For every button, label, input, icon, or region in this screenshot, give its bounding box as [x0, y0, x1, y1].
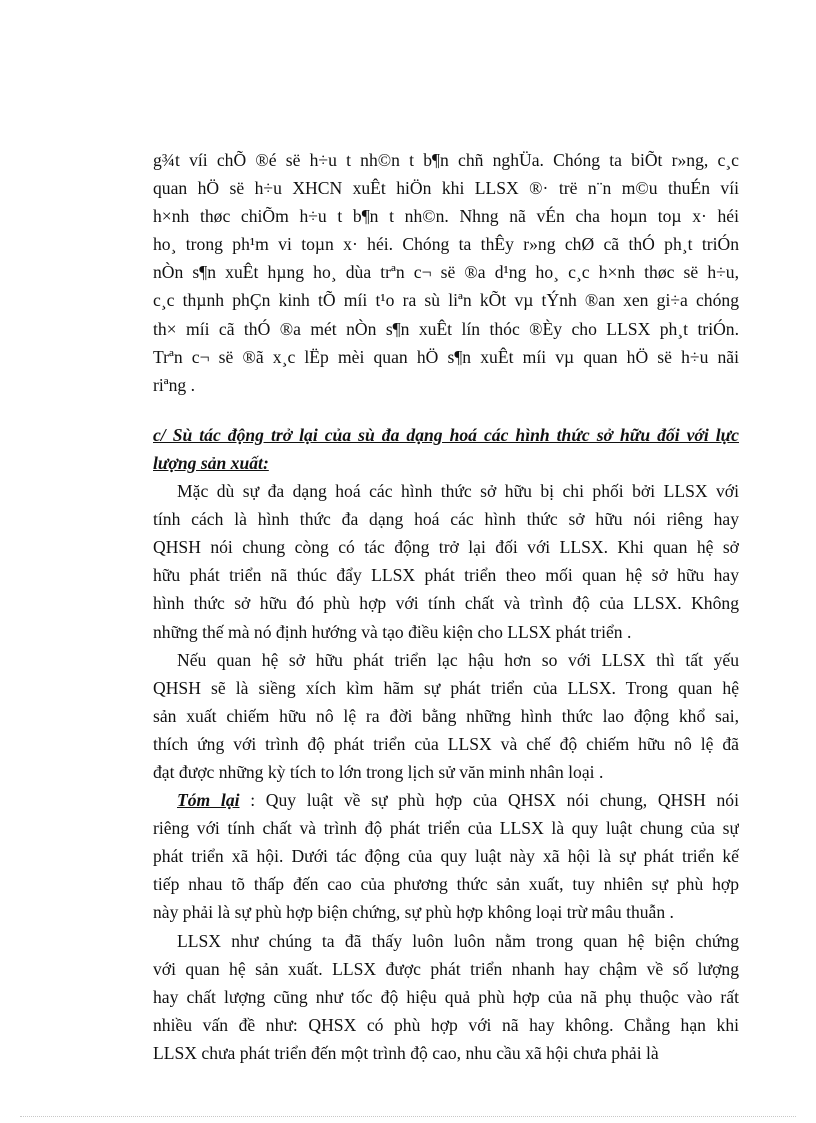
paragraph-spacer: [153, 399, 739, 421]
text-line: tính cách là hình thức đa dạng hoá các hình thức sở hữu nói riêng hay: [153, 509, 739, 530]
text-line: g¾t víi chÕ ®é së h÷u t nh©n t b¶n chñ nghÜa. Chóng ta biÕt r»ng, c¸c: [153, 150, 739, 170]
text-line: phát triển xã hội. Dưới tác động của quy luật này xã hội là sự phát triển kế: [153, 846, 739, 867]
text-line: tiếp nhau tõ thấp đến cao của phương thức sản xuất, tuy nhiên sự phù hợp: [153, 874, 739, 895]
text-line: quan hÖ së h÷u XHCN xuÊt hiÖn khi LLSX ®· trë n¨n m©u thuÉn víi: [153, 178, 739, 199]
text-line: Nếu quan hệ sở hữu phát triển lạc hậu hơn so với LLSX thì tất yếu: [177, 649, 739, 670]
text-line: nhiều vấn đề như: QHSX có phù hợp với nã hay không. Chẳng hạn khi: [153, 1014, 739, 1035]
text-line: Trªn c¬ së ®ã x¸c lËp mèi quan hÖ s¶n xuÊt míi vµ quan hÖ së h÷u nãi: [153, 346, 739, 367]
summary-label: Tóm lại: [177, 790, 240, 811]
text-line: với quan hệ sản xuất. LLSX được phát triển nhanh hay chậm về số lượng: [153, 958, 739, 979]
text-line: sản xuất chiếm hữu nô lệ ra đời bằng những hình thức lao động khổ sai,: [153, 705, 739, 726]
text-line: đạt được những kỳ tích to lớn trong lịch sử văn minh nhân loại .: [153, 761, 604, 782]
paragraph-3: [153, 646, 739, 786]
text-line: LLSX chưa phát triển đến một trình độ cao, nhu cầu xã hội chưa phải là: [153, 1042, 659, 1063]
paragraph-4: [153, 786, 739, 926]
section-heading: [153, 421, 739, 477]
text-line: c¸c thµnh phÇn kinh tÕ míi t¹o ra sù liªn kÕt vµ tÝnh ®an xen gi÷a chóng: [153, 290, 739, 311]
text-line: những thế mà nó định hướng và tạo điều kiện cho LLSX phát triển .: [153, 621, 632, 642]
text-line: QHSH sẽ là siềng xích kìm hãm sự phát triển của LLSX. Trong quan hệ: [153, 677, 739, 698]
text-line: LLSX như chúng ta đã thấy luôn luôn nằm trong quan hệ biện chứng: [177, 930, 739, 951]
text-line: hay chất lượng cũng như tốc độ hiệu quả phù hợp của nã phụ thuộc vào rất: [153, 986, 739, 1007]
text-line: thích ứng với trình độ phát triển của LLSX và chế độ chiếm hữu nô lệ đã: [153, 733, 739, 754]
document-body: [153, 146, 739, 1067]
text-line: hình thức sở hữu đó phù hợp với tính chất và trình độ của LLSX. Không: [153, 593, 739, 614]
paragraph-5: [153, 927, 739, 1067]
page-bottom-divider: [20, 1116, 796, 1117]
text-line: riªng .: [153, 374, 195, 395]
summary-first-line: [153, 786, 739, 814]
text-line: Mặc dù sự đa dạng hoá các hình thức sở hữu bị chi phối bởi LLSX với: [177, 481, 739, 502]
text-line: h×nh thøc chiÕm h÷u t b¶n t nh©n. Nhng nã vÉn cha hoµn toµ x· héi: [153, 206, 739, 227]
text-line: này phải là sự phù hợp biện chứng, sự phù hợp không loại trừ mâu thuẫn .: [153, 902, 674, 923]
text-line: hữu phát triển nã thúc đẩy LLSX phát triển theo mối quan hệ sở hữu hay: [153, 565, 739, 586]
text-line: riêng với tính chất và trình độ phát triển của LLSX là quy luật chung của sự: [153, 818, 739, 839]
section-heading-line: c/ Sù tác động trở lại của sù đa dạng hoá các hình thức sở hữu đối với lực: [153, 424, 739, 445]
text-line: th× míi cã thÓ ®a mét nÒn s¶n xuÊt lín thóc ®Èy cho LLSX ph¸t triÓn.: [153, 318, 739, 339]
text-line: ho¸ trong ph¹m vi toµn x· héi. Chóng ta thÊy r»ng chØ cã thÓ ph¸t triÓn: [153, 234, 739, 255]
section-heading-line: lượng sản xuất:: [153, 452, 269, 473]
text-line: QHSH nói chung còng có tác động trở lại đối với LLSX. Khi quan hệ sở: [153, 537, 739, 558]
paragraph-2: [153, 477, 739, 646]
text-line: nÒn s¶n xuÊt hµng ho¸ dùa trªn c¬ së ®a d¹ng ho¸ c¸c h×nh thøc së h÷u,: [153, 262, 739, 283]
paragraph-1: [153, 146, 739, 399]
summary-first-line-text: : Quy luật về sự phù hợp của QHSX nói chung, QHSH nói: [250, 790, 739, 811]
